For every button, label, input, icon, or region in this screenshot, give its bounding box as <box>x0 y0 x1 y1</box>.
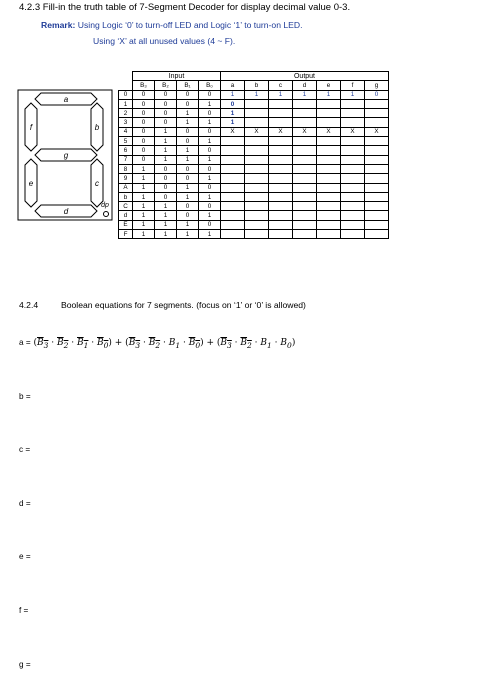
output-cell[interactable] <box>269 146 293 155</box>
equation-e[interactable]: e = <box>19 552 31 561</box>
table-row <box>119 155 389 164</box>
output-cell[interactable] <box>341 211 365 220</box>
output-cell[interactable] <box>245 220 269 229</box>
table-row <box>119 109 389 118</box>
output-cell[interactable] <box>245 183 269 192</box>
input-cell: 0 <box>199 90 221 99</box>
row-label: 5 <box>119 137 133 146</box>
table-row <box>119 230 389 239</box>
output-cell[interactable]: 1 <box>269 90 293 99</box>
output-cell[interactable] <box>341 183 365 192</box>
input-cell: 1 <box>133 183 155 192</box>
col-f: f <box>341 81 365 90</box>
input-cell: 0 <box>199 109 221 118</box>
output-cell[interactable] <box>365 164 389 173</box>
table-row <box>119 174 389 183</box>
output-cell[interactable] <box>245 202 269 211</box>
row-label: 3 <box>119 118 133 127</box>
input-cell: 0 <box>155 192 177 201</box>
input-cell: 0 <box>155 109 177 118</box>
col-g: g <box>365 81 389 90</box>
input-cell: 0 <box>155 90 177 99</box>
row-label: A <box>119 183 133 192</box>
input-cell: 0 <box>133 127 155 136</box>
output-cell[interactable] <box>365 137 389 146</box>
output-cell[interactable] <box>365 230 389 239</box>
output-cell[interactable] <box>317 174 341 183</box>
output-cell[interactable] <box>293 137 317 146</box>
input-cell: 0 <box>177 202 199 211</box>
input-cell: 0 <box>133 146 155 155</box>
output-cell[interactable] <box>317 183 341 192</box>
output-cell[interactable] <box>269 183 293 192</box>
col-b3: B₃ <box>133 81 155 90</box>
output-cell[interactable] <box>317 202 341 211</box>
table-subheader-row <box>119 81 389 90</box>
output-cell[interactable] <box>221 183 245 192</box>
output-cell[interactable] <box>341 174 365 183</box>
input-cell: 1 <box>155 211 177 220</box>
input-cell: 1 <box>155 230 177 239</box>
output-cell[interactable] <box>269 109 293 118</box>
label-dp: dp <box>101 202 109 209</box>
output-cell[interactable] <box>293 118 317 127</box>
segment-dp <box>104 212 109 217</box>
row-label: 8 <box>119 164 133 173</box>
row-label: C <box>119 202 133 211</box>
output-cell[interactable] <box>317 211 341 220</box>
label-e: e <box>28 179 34 188</box>
input-cell: 1 <box>155 146 177 155</box>
output-cell[interactable] <box>365 202 389 211</box>
output-cell[interactable] <box>365 174 389 183</box>
output-cell[interactable] <box>245 164 269 173</box>
input-cell: 0 <box>177 137 199 146</box>
output-cell[interactable]: 1 <box>341 90 365 99</box>
col-c: c <box>269 81 293 90</box>
section-2-text: Boolean equations for 7 segments. (focus on ‘1’ or ‘0’ is allowed) <box>61 300 306 310</box>
output-cell[interactable] <box>293 146 317 155</box>
output-cell[interactable]: 1 <box>221 109 245 118</box>
output-cell[interactable] <box>341 137 365 146</box>
output-cell[interactable] <box>221 192 245 201</box>
remark-line-1 <box>41 20 302 30</box>
output-cell[interactable] <box>317 99 341 108</box>
input-cell: 0 <box>199 146 221 155</box>
truth-table <box>118 71 389 239</box>
output-cell[interactable] <box>365 109 389 118</box>
output-cell[interactable] <box>317 155 341 164</box>
equation-f[interactable]: f = <box>19 606 29 615</box>
input-cell: 0 <box>177 90 199 99</box>
output-cell[interactable] <box>221 146 245 155</box>
output-cell[interactable] <box>317 164 341 173</box>
output-cell[interactable] <box>221 174 245 183</box>
input-cell: 1 <box>199 99 221 108</box>
input-cell: 0 <box>133 109 155 118</box>
col-e: e <box>317 81 341 90</box>
table-row <box>119 192 389 201</box>
input-cell: 0 <box>133 118 155 127</box>
remark-line-2: Using ‘X’ at all unused values (4 ~ F). <box>93 36 236 46</box>
label-c: c <box>95 179 99 188</box>
output-cell[interactable] <box>221 202 245 211</box>
input-cell: 0 <box>177 174 199 183</box>
equation-a: $a = (B_3 \cdot B_2 \cdot B_1 \cdot B_0) + (B_3 \cdot B_2 \cdot B_1 \cdot B_0) + (B_3 \cdot B_2 \cdot B_1 \cdot B_0)$ <box>19 338 296 350</box>
input-cell: 0 <box>199 220 221 229</box>
row-label: b <box>119 192 133 201</box>
output-cell[interactable] <box>341 109 365 118</box>
input-cell: 1 <box>177 118 199 127</box>
output-cell[interactable]: X <box>341 127 365 136</box>
table-row <box>119 183 389 192</box>
output-cell[interactable] <box>221 164 245 173</box>
output-cell[interactable] <box>317 118 341 127</box>
output-cell[interactable] <box>341 118 365 127</box>
output-cell[interactable] <box>269 202 293 211</box>
table-row <box>119 220 389 229</box>
input-cell: 0 <box>155 118 177 127</box>
output-cell[interactable] <box>269 192 293 201</box>
input-cell: 1 <box>133 174 155 183</box>
output-cell[interactable] <box>245 99 269 108</box>
output-cell[interactable] <box>317 192 341 201</box>
output-cell[interactable] <box>293 109 317 118</box>
row-label: 1 <box>119 99 133 108</box>
output-cell[interactable] <box>269 230 293 239</box>
output-cell[interactable] <box>269 174 293 183</box>
row-label: 9 <box>119 174 133 183</box>
output-cell[interactable] <box>365 220 389 229</box>
output-cell[interactable]: 1 <box>317 90 341 99</box>
label-a: a <box>63 95 69 104</box>
input-cell: 1 <box>133 202 155 211</box>
input-cell: 1 <box>133 164 155 173</box>
output-cell[interactable]: X <box>245 127 269 136</box>
row-label: 0 <box>119 90 133 99</box>
output-cell[interactable] <box>365 183 389 192</box>
col-a: a <box>221 81 245 90</box>
output-cell[interactable] <box>293 99 317 108</box>
output-cell[interactable] <box>341 146 365 155</box>
output-cell[interactable] <box>293 164 317 173</box>
input-cell: 1 <box>155 202 177 211</box>
row-label: E <box>119 220 133 229</box>
output-cell[interactable]: 0 <box>365 90 389 99</box>
remark-text: Using Logic ‘0’ to turn-off LED and Logic ‘1’ to turn-on LED. <box>75 20 303 30</box>
output-cell[interactable] <box>341 230 365 239</box>
row-label: 4 <box>119 127 133 136</box>
output-cell[interactable] <box>341 192 365 201</box>
input-cell: 1 <box>155 155 177 164</box>
output-cell[interactable] <box>341 99 365 108</box>
input-cell: 0 <box>177 211 199 220</box>
input-cell: 0 <box>155 183 177 192</box>
col-b: b <box>245 81 269 90</box>
output-cell[interactable] <box>317 230 341 239</box>
output-cell[interactable]: 1 <box>245 90 269 99</box>
output-cell[interactable]: 1 <box>221 118 245 127</box>
input-cell: 1 <box>133 192 155 201</box>
input-cell: 1 <box>199 230 221 239</box>
input-cell: 1 <box>177 230 199 239</box>
output-cell[interactable] <box>269 99 293 108</box>
input-cell: 0 <box>133 90 155 99</box>
label-f: f <box>29 123 33 132</box>
table-row <box>119 90 389 99</box>
input-cell: 1 <box>133 220 155 229</box>
output-cell[interactable] <box>245 192 269 201</box>
input-cell: 1 <box>133 211 155 220</box>
output-cell[interactable] <box>365 155 389 164</box>
output-cell[interactable] <box>293 183 317 192</box>
table-row <box>119 164 389 173</box>
output-cell[interactable]: X <box>317 127 341 136</box>
input-cell: 0 <box>155 99 177 108</box>
equation-d[interactable]: d = <box>19 499 31 508</box>
output-cell[interactable] <box>269 118 293 127</box>
input-cell: 0 <box>199 127 221 136</box>
output-cell[interactable] <box>293 211 317 220</box>
output-cell[interactable] <box>269 137 293 146</box>
seven-segment-display <box>17 89 113 221</box>
table-header-row <box>119 72 389 81</box>
label-b: b <box>94 123 100 132</box>
output-cell[interactable]: 1 <box>221 90 245 99</box>
input-cell: 0 <box>177 164 199 173</box>
input-cell: 1 <box>177 192 199 201</box>
row-label: d <box>119 211 133 220</box>
output-cell[interactable]: X <box>269 127 293 136</box>
input-cell: 1 <box>199 174 221 183</box>
input-cell: 0 <box>177 127 199 136</box>
output-cell[interactable] <box>245 230 269 239</box>
input-cell: 1 <box>199 137 221 146</box>
input-cell: 0 <box>155 174 177 183</box>
table-row <box>119 211 389 220</box>
output-cell[interactable] <box>221 137 245 146</box>
output-cell[interactable]: X <box>293 127 317 136</box>
output-cell[interactable] <box>245 155 269 164</box>
output-cell[interactable] <box>365 211 389 220</box>
output-cell[interactable] <box>341 202 365 211</box>
row-label: 2 <box>119 109 133 118</box>
input-cell: 1 <box>177 155 199 164</box>
row-label: F <box>119 230 133 239</box>
output-cell[interactable] <box>341 164 365 173</box>
label-g: g <box>63 151 69 160</box>
output-cell[interactable] <box>317 146 341 155</box>
equation-g[interactable]: g = <box>19 660 31 669</box>
output-cell[interactable] <box>221 155 245 164</box>
input-cell: 0 <box>133 137 155 146</box>
output-cell[interactable] <box>365 146 389 155</box>
equation-c[interactable]: c = <box>19 445 31 454</box>
input-cell: 1 <box>199 211 221 220</box>
input-cell: 0 <box>177 99 199 108</box>
output-cell[interactable] <box>341 220 365 229</box>
col-b0: B₀ <box>199 81 221 90</box>
output-cell[interactable] <box>245 109 269 118</box>
input-cell: 1 <box>199 155 221 164</box>
output-cell[interactable] <box>293 220 317 229</box>
output-cell[interactable] <box>341 155 365 164</box>
label-d: d <box>63 207 69 216</box>
output-cell[interactable] <box>269 155 293 164</box>
output-cell[interactable] <box>293 155 317 164</box>
equation-b[interactable]: b = <box>19 392 31 401</box>
output-cell[interactable]: X <box>221 127 245 136</box>
table-row <box>119 99 389 108</box>
input-cell: 0 <box>199 202 221 211</box>
col-d: d <box>293 81 317 90</box>
col-b1: B₁ <box>177 81 199 90</box>
output-cell[interactable] <box>221 220 245 229</box>
output-cell[interactable]: 0 <box>221 99 245 108</box>
table-row <box>119 202 389 211</box>
input-cell: 1 <box>177 109 199 118</box>
output-cell[interactable] <box>221 211 245 220</box>
table-row <box>119 137 389 146</box>
output-cell[interactable] <box>269 211 293 220</box>
input-cell: 1 <box>177 220 199 229</box>
equation-a-label: a = <box>19 338 31 347</box>
section-2-number: 4.2.4 <box>19 300 39 310</box>
output-cell[interactable] <box>317 137 341 146</box>
section-title: 4.2.3 Fill-in the truth table of 7-Segment Decoder for display decimal value 0-3. <box>19 2 351 13</box>
output-cell[interactable] <box>365 118 389 127</box>
output-cell[interactable] <box>245 211 269 220</box>
output-cell[interactable] <box>245 137 269 146</box>
input-cell: 1 <box>177 146 199 155</box>
table-row <box>119 146 389 155</box>
output-cell[interactable] <box>365 192 389 201</box>
output-cell[interactable] <box>365 99 389 108</box>
output-cell[interactable] <box>221 230 245 239</box>
input-cell: 1 <box>177 183 199 192</box>
output-cell[interactable] <box>317 220 341 229</box>
input-cell: 1 <box>199 192 221 201</box>
input-cell: 1 <box>199 118 221 127</box>
output-cell[interactable] <box>317 109 341 118</box>
output-cell[interactable] <box>245 174 269 183</box>
input-cell: 1 <box>133 230 155 239</box>
output-cell[interactable] <box>269 164 293 173</box>
table-row <box>119 118 389 127</box>
output-cell[interactable] <box>293 192 317 201</box>
output-cell[interactable]: X <box>365 127 389 136</box>
input-header: Input <box>133 72 221 81</box>
output-cell[interactable] <box>293 202 317 211</box>
remark-label: Remark: <box>41 20 76 30</box>
input-cell: 0 <box>155 164 177 173</box>
output-cell[interactable] <box>269 220 293 229</box>
output-cell[interactable]: 1 <box>293 90 317 99</box>
output-cell[interactable] <box>293 174 317 183</box>
input-cell: 1 <box>155 220 177 229</box>
input-cell: 0 <box>199 164 221 173</box>
row-label: 6 <box>119 146 133 155</box>
input-cell: 0 <box>133 155 155 164</box>
input-cell: 1 <box>155 137 177 146</box>
input-cell: 1 <box>155 127 177 136</box>
section-2-heading <box>19 300 306 310</box>
output-cell[interactable] <box>293 230 317 239</box>
output-cell[interactable] <box>245 146 269 155</box>
table-row <box>119 127 389 136</box>
output-header: Output <box>221 72 389 81</box>
col-b2: B₂ <box>155 81 177 90</box>
input-cell: 0 <box>133 99 155 108</box>
output-cell[interactable] <box>245 118 269 127</box>
seven-segment-svg <box>17 89 113 221</box>
row-label: 7 <box>119 155 133 164</box>
input-cell: 0 <box>199 183 221 192</box>
